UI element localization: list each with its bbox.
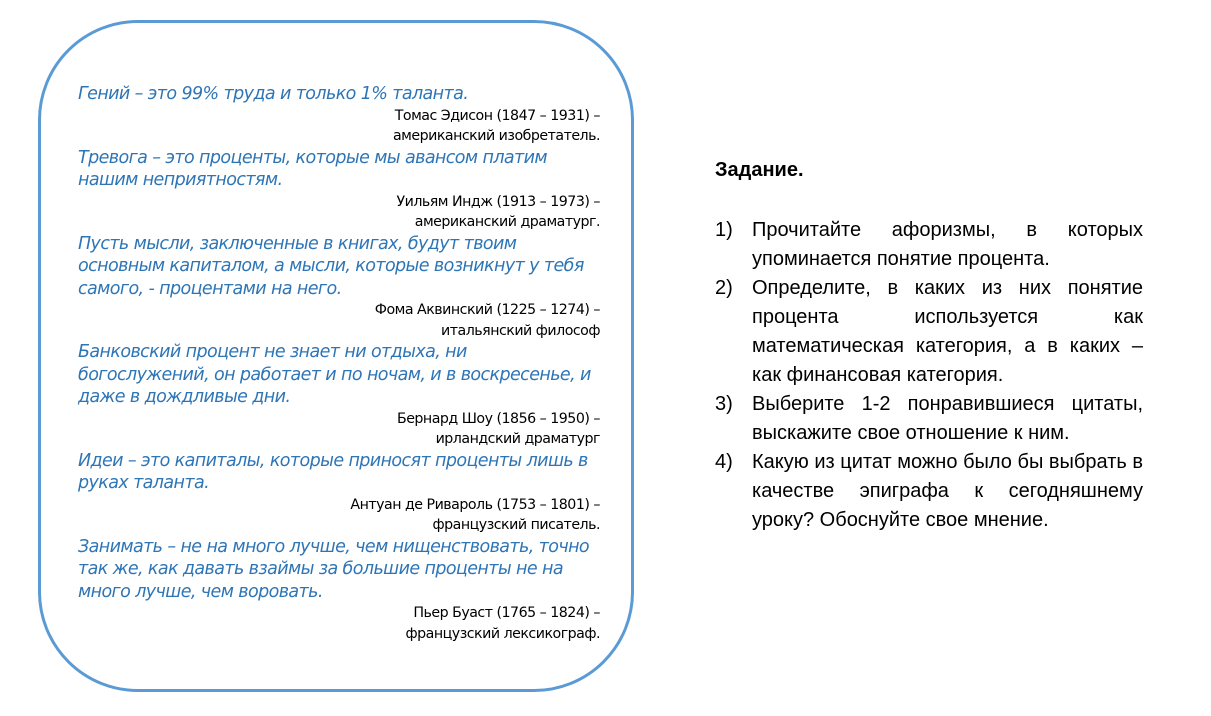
quote-author-name: Томас Эдисон (1847 – 1931) – [394, 107, 600, 124]
quote-item [78, 147, 600, 233]
task-item-number: 2) [715, 277, 733, 299]
quote-text: Банковский процент не знает ни отдыха, ни богослужений, он работает и по ночам, и в воскресенье, и даже в дождливые дни. [78, 342, 591, 407]
quote-text: Занимать – не на много лучше, чем нищенствовать, точно так же, как давать взаймы за большие проценты не на много лучше, чем воровать. [78, 536, 590, 602]
quote-author-description: итальянский философ [441, 322, 600, 339]
quote-author-name: Бернард Шоу (1856 – 1950) – [396, 410, 600, 427]
quote-author-name: Уильям Индж (1913 – 1973) – [396, 193, 600, 210]
task-item-number: 4) [715, 451, 733, 473]
task-item-number: 3) [715, 393, 733, 415]
quote-author [78, 300, 600, 341]
quote-item [78, 341, 600, 450]
quote-author [78, 106, 600, 147]
task-item-text: Выберите 1-2 понравившиеся цитаты, выскажите свое отношение к ним. [752, 393, 1143, 444]
quote-text: Гений – это 99% труда и только 1% таланта. [78, 84, 469, 104]
task-item [715, 390, 1143, 448]
quote-author [78, 409, 600, 450]
quote-author-description: французский лексикограф. [405, 625, 600, 642]
quote-author-name: Антуан де Ривароль (1753 – 1801) – [350, 496, 600, 513]
task-item [715, 448, 1143, 535]
task-item-number: 1) [715, 219, 733, 241]
task-item [715, 274, 1143, 390]
quote-item [78, 233, 600, 342]
quote-item [78, 450, 600, 536]
quote-author-name: Фома Аквинский (1225 – 1274) – [374, 302, 600, 318]
task-title: Задание. [715, 159, 804, 181]
quote-author-description: американский драматург. [414, 214, 600, 230]
quote-author [78, 192, 600, 233]
task-panel [715, 156, 1143, 535]
quote-text: Пусть мысли, заключенные в книгах, будут твоим основным капиталом, а мысли, которые возникнут у тебя самого, - процентами на него. [78, 233, 584, 299]
quote-author-description: американский изобретатель. [392, 128, 600, 144]
quote-item [78, 83, 600, 147]
task-item-text: Какую из цитат можно было бы выбрать в качестве эпиграфа к сегодняшнему уроку? Обоснуйте свое мнение. [752, 451, 1143, 531]
task-list [715, 216, 1143, 535]
quote-item [78, 536, 600, 645]
quote-author-name: Пьер Буаст (1765 – 1824) – [413, 605, 600, 621]
task-item-text: Определите, в каких из них понятие процента используется как математическая категория, а в каких – как финансовая категория. [752, 277, 1143, 386]
quote-author [78, 495, 600, 536]
quote-author-description: французский писатель. [432, 517, 600, 533]
quote-text: Тревога – это проценты, которые мы авансом платим нашим неприятностям. [78, 147, 547, 190]
task-item-text: Прочитайте афоризмы, в которых упоминается понятие процента. [752, 219, 1143, 270]
task-item [715, 216, 1143, 274]
quote-text: Идеи – это капиталы, которые приносят проценты лишь в руках таланта. [78, 450, 588, 493]
quote-author [78, 603, 600, 644]
quotes-list [78, 83, 600, 644]
quote-author-description: ирландский драматург [435, 431, 600, 447]
